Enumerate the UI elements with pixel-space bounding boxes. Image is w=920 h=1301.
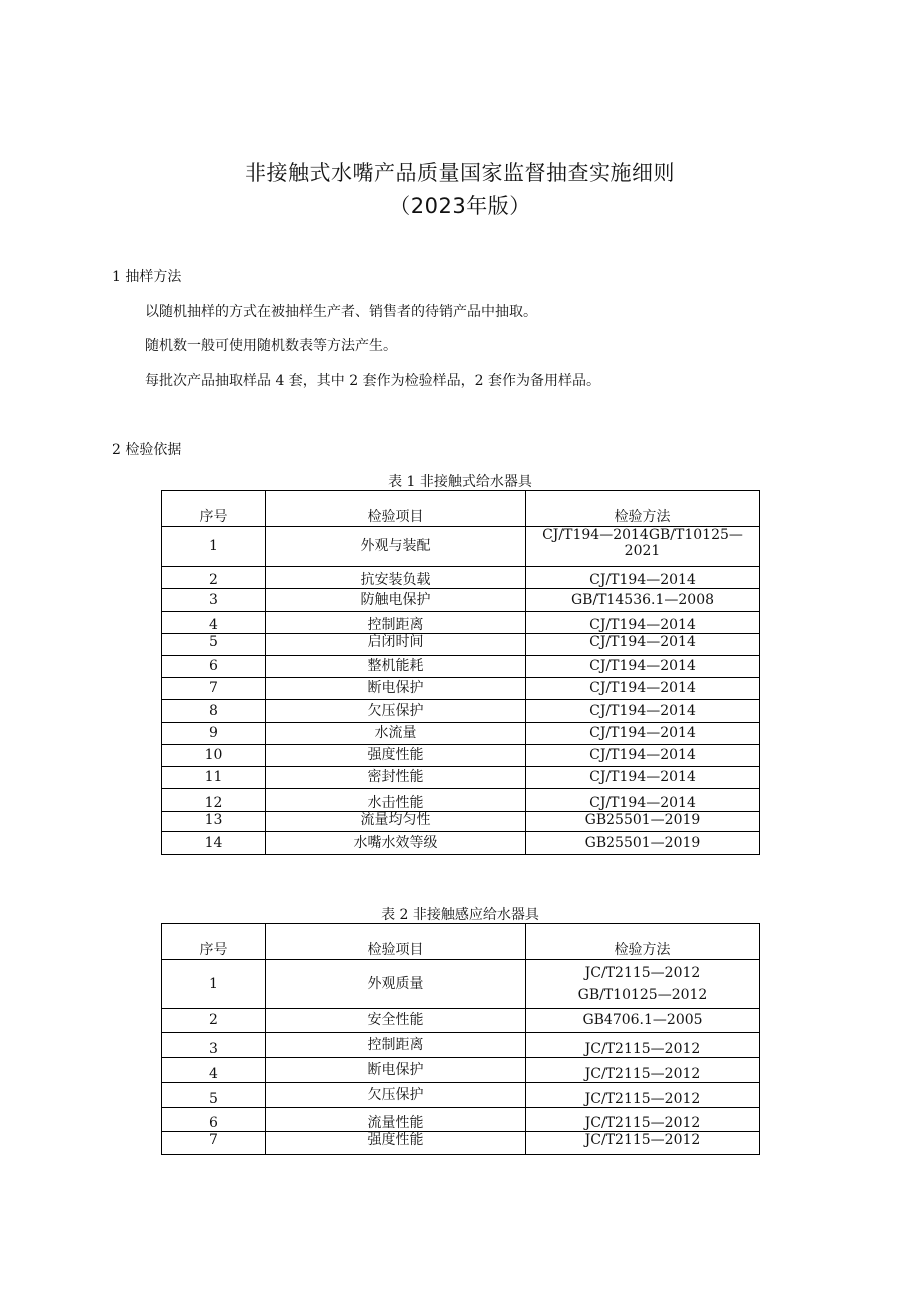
header-cell: 序号 bbox=[162, 924, 266, 960]
table-cell: 3 bbox=[162, 1033, 266, 1058]
paragraph: 每批次产品抽取样品 4 套，其中 2 套作为检验样品，2 套作为备用样品。 bbox=[145, 373, 600, 389]
table-cell: 8 bbox=[162, 700, 266, 723]
table-cell: 6 bbox=[162, 1108, 266, 1132]
table-cell: 控制距离 bbox=[266, 1033, 526, 1058]
table-row bbox=[162, 567, 760, 589]
document-edition: （2023年版） bbox=[389, 194, 531, 218]
table-cell: CJ/T194—2014GB/T10125—2021 bbox=[526, 527, 760, 567]
method-line: JC/T2115—2012 bbox=[584, 965, 701, 982]
table-cell: 流量均匀性 bbox=[266, 812, 526, 832]
table-cell: CJ/T194—2014 bbox=[526, 678, 760, 700]
table-row bbox=[162, 960, 760, 1009]
table-cell: 7 bbox=[162, 1132, 266, 1155]
table-cell: 欠压保护 bbox=[266, 700, 526, 723]
table-cell: 欠压保护 bbox=[266, 1083, 526, 1108]
table-cell: 1 bbox=[162, 960, 266, 1009]
table-cell: CJ/T194—2014 bbox=[526, 567, 760, 589]
table-row bbox=[162, 656, 760, 678]
table-row bbox=[162, 1058, 760, 1083]
table-cell: 12 bbox=[162, 789, 266, 812]
table-row bbox=[162, 789, 760, 812]
table-cell: 控制距离 bbox=[266, 612, 526, 634]
table-cell: 13 bbox=[162, 812, 266, 832]
table-row bbox=[162, 767, 760, 789]
table-row bbox=[162, 745, 760, 767]
header-cell: 检验方法 bbox=[526, 491, 760, 527]
section-1-heading: 1 抽样方法 bbox=[112, 269, 182, 285]
table-cell: 5 bbox=[162, 634, 266, 656]
table-cell: CJ/T194—2014 bbox=[526, 789, 760, 812]
method-line: GB/T10125—2012 bbox=[577, 986, 708, 1003]
table-cell: GB25501—2019 bbox=[526, 832, 760, 855]
table-cell: CJ/T194—2014 bbox=[526, 656, 760, 678]
table-cell: 6 bbox=[162, 656, 266, 678]
table-row bbox=[162, 723, 760, 745]
table-cell: 11 bbox=[162, 767, 266, 789]
table-cell: CJ/T194—2014 bbox=[526, 700, 760, 723]
table-1 bbox=[161, 490, 760, 855]
table-cell: JC/T2115—2012 bbox=[526, 1132, 760, 1155]
table-row bbox=[162, 700, 760, 723]
table-cell: 断电保护 bbox=[266, 678, 526, 700]
table-cell: GB4706.1—2005 bbox=[526, 1009, 760, 1033]
table-row bbox=[162, 1132, 760, 1155]
table-cell: 水击性能 bbox=[266, 789, 526, 812]
table-cell: 水流量 bbox=[266, 723, 526, 745]
header-cell: 检验方法 bbox=[526, 924, 760, 960]
table-cell: 整机能耗 bbox=[266, 656, 526, 678]
table-row bbox=[162, 812, 760, 832]
table-cell: JC/T2115—2012 bbox=[526, 1033, 760, 1058]
table-cell: GB25501—2019 bbox=[526, 812, 760, 832]
table-row bbox=[162, 1108, 760, 1132]
table-cell: 抗安装负载 bbox=[266, 567, 526, 589]
table-row bbox=[162, 832, 760, 855]
table-cell: 5 bbox=[162, 1083, 266, 1108]
table-cell: 水嘴水效等级 bbox=[266, 832, 526, 855]
table-cell: CJ/T194—2014 bbox=[526, 634, 760, 656]
table-cell: 外观与装配 bbox=[266, 527, 526, 567]
table-cell: 9 bbox=[162, 723, 266, 745]
table-cell: CJ/T194—2014 bbox=[526, 723, 760, 745]
table-cell: 安全性能 bbox=[266, 1009, 526, 1033]
table-cell: JC/T2115—2012 bbox=[526, 1083, 760, 1108]
table-cell: 强度性能 bbox=[266, 1132, 526, 1155]
table-cell: 启闭时间 bbox=[266, 634, 526, 656]
table-cell: 4 bbox=[162, 1058, 266, 1083]
table-cell: GB/T14536.1—2008 bbox=[526, 589, 760, 612]
table-header-row bbox=[162, 924, 760, 960]
table-cell: JC/T2115—2012 bbox=[526, 1108, 760, 1132]
table-row bbox=[162, 527, 760, 567]
table-cell: 14 bbox=[162, 832, 266, 855]
table-row bbox=[162, 678, 760, 700]
table-cell: 3 bbox=[162, 589, 266, 612]
table-2-caption: 表 2 非接触感应给水器具 bbox=[381, 907, 539, 923]
table-cell: JC/T2115—2012 bbox=[526, 1058, 760, 1083]
document-title: 非接触式水嘴产品质量国家监督抽查实施细则 bbox=[245, 161, 675, 185]
header-cell: 检验项目 bbox=[266, 491, 526, 527]
paragraph: 以随机抽样的方式在被抽样生产者、销售者的待销产品中抽取。 bbox=[145, 304, 537, 320]
table-2 bbox=[161, 923, 760, 1155]
table-cell: 外观质量 bbox=[266, 960, 526, 1009]
header-cell: 序号 bbox=[162, 491, 266, 527]
table-cell: 10 bbox=[162, 745, 266, 767]
table-row bbox=[162, 589, 760, 612]
table-cell: CJ/T194—2014 bbox=[526, 612, 760, 634]
table-cell: 1 bbox=[162, 527, 266, 567]
table-cell: CJ/T194—2014 bbox=[526, 745, 760, 767]
table-cell: CJ/T194—2014 bbox=[526, 767, 760, 789]
table-cell: 断电保护 bbox=[266, 1058, 526, 1083]
table-cell: 强度性能 bbox=[266, 745, 526, 767]
table-1-caption: 表 1 非接触式给水器具 bbox=[388, 474, 532, 490]
table-row bbox=[162, 1083, 760, 1108]
table-cell: 流量性能 bbox=[266, 1108, 526, 1132]
table-cell: 7 bbox=[162, 678, 266, 700]
table-row bbox=[162, 1033, 760, 1058]
paragraph: 随机数一般可使用随机数表等方法产生。 bbox=[145, 338, 397, 354]
table-cell: 4 bbox=[162, 612, 266, 634]
table-cell: 2 bbox=[162, 567, 266, 589]
table-row bbox=[162, 634, 760, 656]
table-cell: 密封性能 bbox=[266, 767, 526, 789]
table-header-row bbox=[162, 491, 760, 527]
table-cell bbox=[526, 960, 760, 1009]
table-row bbox=[162, 612, 760, 634]
table-cell: 防触电保护 bbox=[266, 589, 526, 612]
header-cell: 检验项目 bbox=[266, 924, 526, 960]
section-2-heading: 2 检验依据 bbox=[112, 442, 182, 458]
table-row bbox=[162, 1009, 760, 1033]
table-cell: 2 bbox=[162, 1009, 266, 1033]
